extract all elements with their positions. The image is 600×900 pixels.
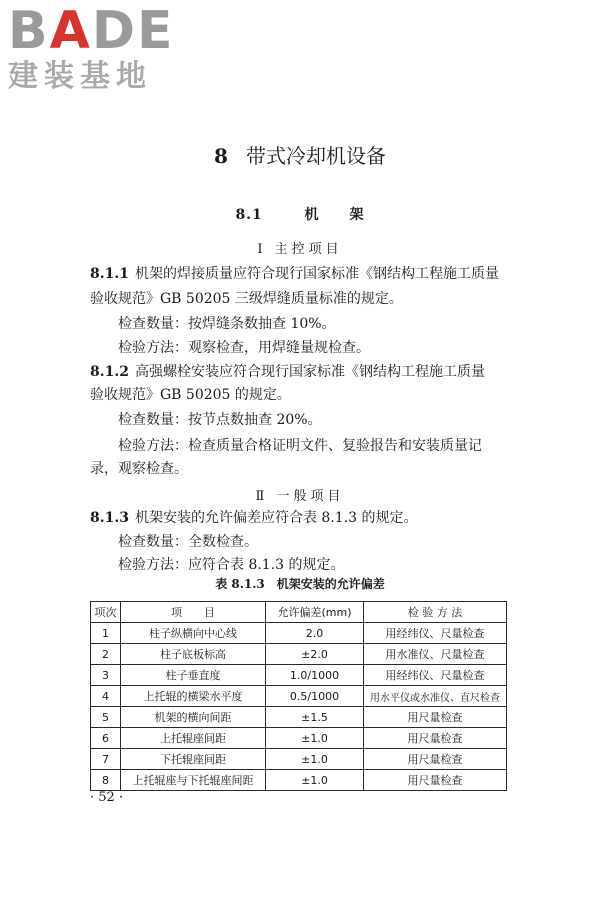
clause-number: 8.1.1 <box>90 266 129 282</box>
section-heading: 8.1 机 架 <box>235 207 365 223</box>
table-row <box>91 665 507 686</box>
table-row <box>91 644 507 665</box>
table-cell: ±2.0 <box>266 644 364 665</box>
column-header: 项 目 <box>121 602 266 623</box>
clause-number: 8.1.2 <box>90 364 129 380</box>
clause-8-1-2-quantity: 检查数量：按节点数抽查 20%。 <box>118 412 322 428</box>
table-cell: 用经纬仪、尺量检查 <box>364 623 507 644</box>
section-number: 8.1 <box>235 207 263 223</box>
table-cell: 用尺量检查 <box>364 728 507 749</box>
table-header-row <box>91 602 507 623</box>
table-cell: 上托辊座间距 <box>121 728 266 749</box>
column-header: 项次 <box>91 602 121 623</box>
table-cell: 用水准仪、尺量检查 <box>364 644 507 665</box>
clause-8-1-2-line1: 8.1.2 高强螺栓安装应符合现行国家标准《钢结构工程施工质量 <box>90 364 485 380</box>
logo-subtitle: 建装基地 <box>8 59 152 94</box>
group-heading-general: Ⅱ 一般项目 <box>255 489 345 504</box>
table-cell: 用尺量检查 <box>364 770 507 791</box>
table-cell: ±1.5 <box>266 707 364 728</box>
table-cell: 上托辊的横梁水平度 <box>121 686 266 707</box>
table-cell: 1.0/1000 <box>266 665 364 686</box>
page-number: · 52 · <box>90 790 124 805</box>
clause-8-1-1-line2: 验收规范》GB 50205 三级焊缝质量标准的规定。 <box>90 291 403 307</box>
brand-logo <box>8 1 188 94</box>
group-heading-main: Ⅰ 主控项目 <box>257 242 343 257</box>
table-row <box>91 728 507 749</box>
table-cell: ±1.0 <box>266 770 364 791</box>
clause-8-1-3-line1: 8.1.3 机架安装的允许偏差应符合表 8.1.3 的规定。 <box>90 510 418 526</box>
table-row <box>91 707 507 728</box>
table-caption: 表 8.1.3 机架安装的允许偏差 <box>215 577 385 591</box>
chapter-heading <box>0 140 600 169</box>
table-row <box>91 770 507 791</box>
chapter-title: 带式冷却机设备 <box>245 144 386 168</box>
table-cell: 6 <box>91 728 121 749</box>
table-cell: 1 <box>91 623 121 644</box>
table-cell: 机架的横向间距 <box>121 707 266 728</box>
table-cell: 下托辊座间距 <box>121 749 266 770</box>
clause-8-1-1-method: 检验方法：观察检查，用焊缝量规检查。 <box>118 340 370 356</box>
table-row <box>91 686 507 707</box>
clause-8-1-2-line2: 验收规范》GB 50205 的规定。 <box>90 387 291 403</box>
chapter-number: 8 <box>214 144 228 168</box>
table-cell: 用尺量检查 <box>364 707 507 728</box>
table-cell: 柱子底板标高 <box>121 644 266 665</box>
table-cell: 8 <box>91 770 121 791</box>
clause-8-1-3-method: 检验方法：应符合表 8.1.3 的规定。 <box>118 557 345 573</box>
clause-8-1-1-quantity: 检查数量：按焊缝条数抽查 10%。 <box>118 316 336 332</box>
logo-wordmark: BADE <box>8 1 175 61</box>
table-cell: 0.5/1000 <box>266 686 364 707</box>
column-header: 检 验 方 法 <box>364 602 507 623</box>
tolerance-table <box>90 601 507 791</box>
table-cell: 3 <box>91 665 121 686</box>
table-row <box>91 623 507 644</box>
table-cell: 上托辊座与下托辊座间距 <box>121 770 266 791</box>
clause-number: 8.1.3 <box>90 510 129 526</box>
table-cell: 5 <box>91 707 121 728</box>
clause-8-1-3-quantity: 检查数量：全数检查。 <box>118 534 258 550</box>
clause-8-1-2-method-line2: 录，观察检查。 <box>90 461 188 477</box>
column-header: 允许偏差(mm) <box>266 602 364 623</box>
table-row <box>91 749 507 770</box>
table-cell: 7 <box>91 749 121 770</box>
table-cell: ±1.0 <box>266 728 364 749</box>
table-cell: 用尺量检查 <box>364 749 507 770</box>
clause-8-1-2-method-line1: 检验方法：检查质量合格证明文件、复验报告和安装质量记 <box>118 438 482 454</box>
clause-8-1-1-line1: 8.1.1 机架的焊接质量应符合现行国家标准《钢结构工程施工质量 <box>90 266 499 282</box>
table-cell: 柱子纵横向中心线 <box>121 623 266 644</box>
table-cell: 2 <box>91 644 121 665</box>
table-cell: ±1.0 <box>266 749 364 770</box>
table-cell: 用水平仪或水准仪、直尺检查 <box>364 686 507 707</box>
table-cell: 4 <box>91 686 121 707</box>
table-cell: 2.0 <box>266 623 364 644</box>
table-cell: 柱子垂直度 <box>121 665 266 686</box>
table-cell: 用经纬仪、尺量检查 <box>364 665 507 686</box>
